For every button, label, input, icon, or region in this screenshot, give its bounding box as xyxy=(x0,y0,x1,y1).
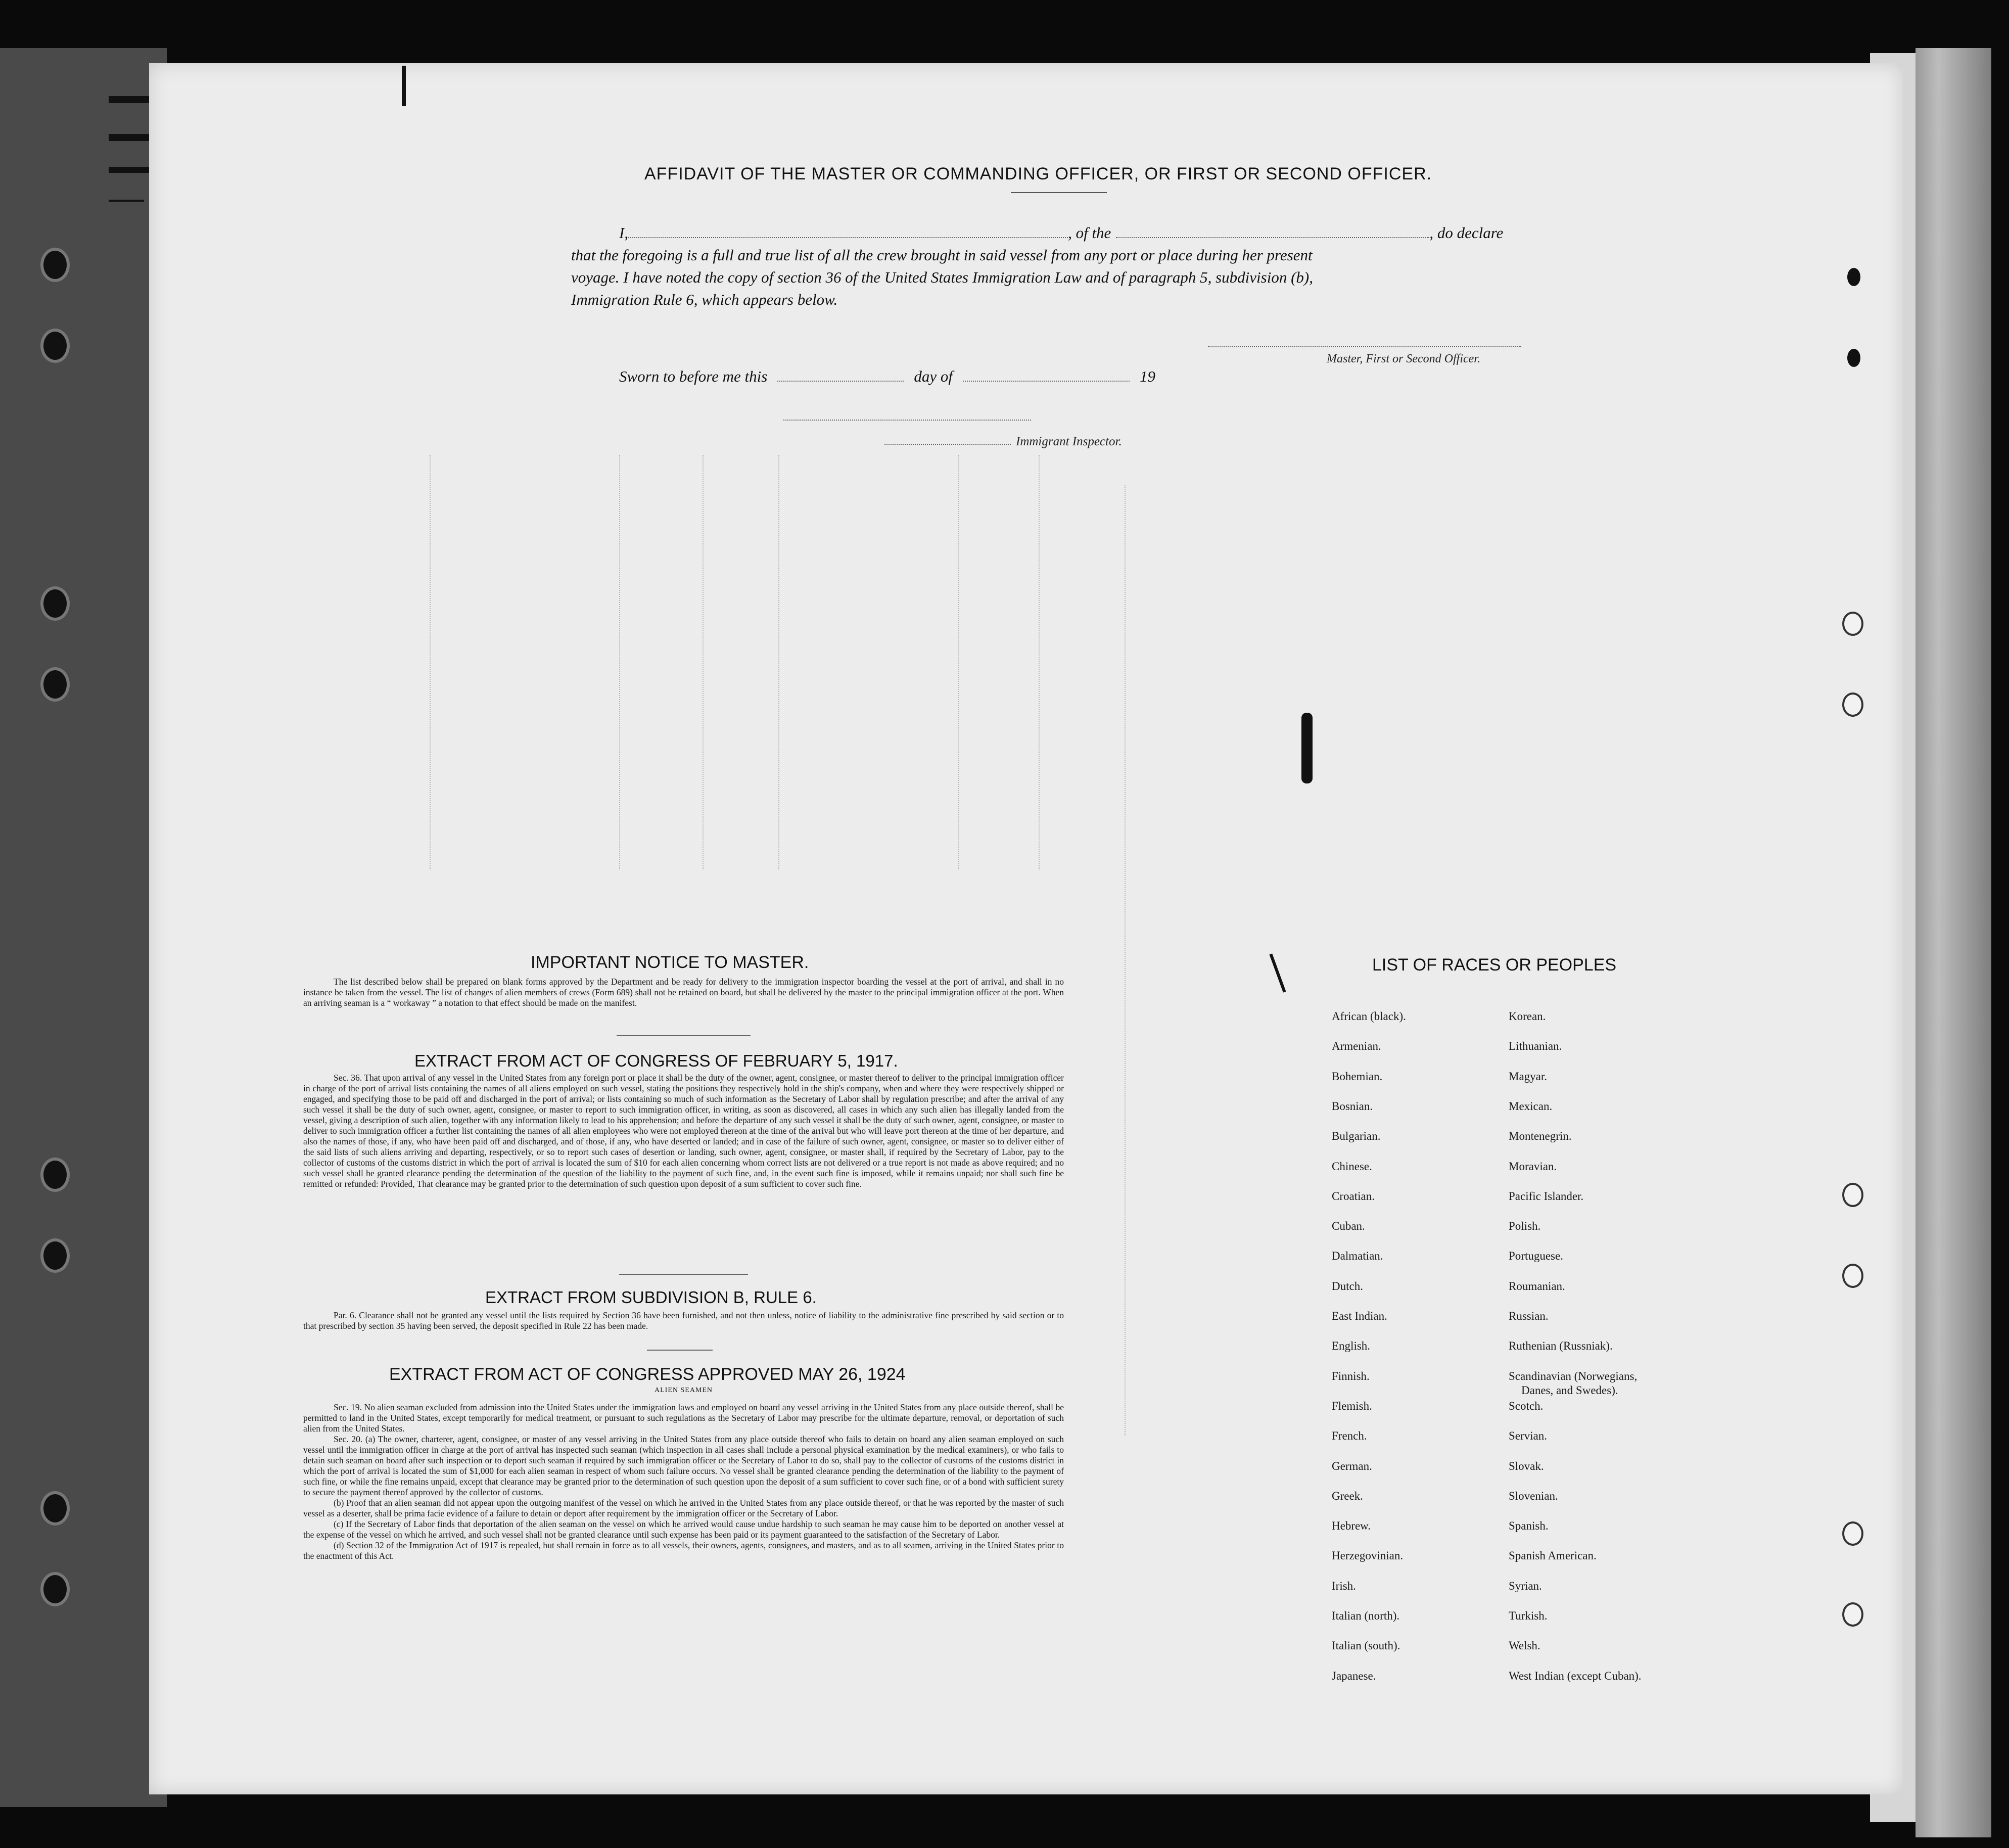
binder-hole xyxy=(1847,268,1860,286)
race-item: Pacific Islander. xyxy=(1509,1190,1584,1203)
inspector-line-top xyxy=(783,420,1031,421)
binder-hole-right xyxy=(1842,1602,1863,1627)
race-item: Slovak. xyxy=(1509,1460,1544,1472)
edge-scrap-mark xyxy=(109,96,149,103)
rule6-title: EXTRACT FROM SUBDIVISION B, RULE 6. xyxy=(485,1288,817,1307)
faint-column-line xyxy=(430,455,431,869)
binder-hole xyxy=(1847,349,1860,367)
race-item: Finnish. xyxy=(1332,1370,1370,1382)
race-item: Italian (south). xyxy=(1332,1639,1400,1652)
race-item: Servian. xyxy=(1509,1429,1548,1442)
binder-hole xyxy=(40,248,70,282)
affidavit-line-1 xyxy=(571,224,1503,242)
race-item: Scotch. xyxy=(1509,1400,1544,1412)
affidavit-line-3: voyage. I have noted the copy of section 36 of the United States Immigration Law and of paragraph 5, subdivision (b), xyxy=(571,268,1313,286)
edge-scrap-mark xyxy=(109,167,149,173)
inspector-caption: Immigrant Inspector. xyxy=(1016,435,1122,448)
faint-column-line xyxy=(958,455,959,869)
binder-hole xyxy=(40,586,70,621)
race-item: Danes, and Swedes). xyxy=(1521,1384,1618,1397)
sworn-day-blank[interactable] xyxy=(777,381,904,382)
binder-hole-right xyxy=(1842,1264,1863,1288)
race-item: Roumanian. xyxy=(1509,1280,1565,1292)
section-divider xyxy=(619,1274,748,1275)
ink-mark xyxy=(402,66,406,106)
notice-body: The list described below shall be prepared on blank forms approved by the Department and be ready for delivery to the immigration inspector boarding the vessel at the port of arrival, and shall in no instance be taken from the vessel. The list of changes of alien members of crews (Form 689) shall not be retained on board, but shall be delivered by the master to the principal immigration officer at the port. When an arriving seaman is a “ workaway ” a notation to that effect should be made on the manifest. xyxy=(303,977,1064,1008)
binder-hole-right xyxy=(1842,692,1863,717)
inspector-signature-line[interactable] xyxy=(884,444,1011,445)
sworn-month-blank[interactable] xyxy=(963,381,1130,382)
race-item: German. xyxy=(1332,1460,1372,1472)
race-item: Scandinavian (Norwegians, xyxy=(1509,1370,1638,1382)
name-blank[interactable] xyxy=(628,237,1068,238)
race-item: Dutch. xyxy=(1332,1280,1363,1292)
vessel-blank[interactable] xyxy=(1116,237,1429,238)
faint-column-line xyxy=(703,455,704,869)
race-item: East Indian. xyxy=(1332,1310,1387,1322)
race-item: Spanish American. xyxy=(1509,1549,1597,1562)
edge-scrap-mark xyxy=(109,200,144,202)
section-divider xyxy=(617,1035,751,1036)
race-item: Bosnian. xyxy=(1332,1100,1373,1113)
faint-column-line xyxy=(1039,455,1040,869)
sec-20b: (b) Proof that an alien seaman did not appear upon the outgoing manifest of the vessel on which he arrived in the United States from any place outside thereof, or that he was reported by the master of such vessel as a deserter, shall be prima facie evidence of a failure to detain or deport after requirement by the immigration officer or the Secretary of Labor. xyxy=(303,1498,1064,1518)
binder-hole xyxy=(40,329,70,363)
race-item: Lithuanian. xyxy=(1509,1040,1562,1052)
extract-1924-title: EXTRACT FROM ACT OF CONGRESS APPROVED MAY 26, 1924 xyxy=(389,1365,906,1384)
race-item: Montenegrin. xyxy=(1509,1130,1572,1142)
edge-scrap-mark xyxy=(109,134,149,141)
extract-1924-body xyxy=(303,1402,1064,1561)
race-item: Mexican. xyxy=(1509,1100,1553,1113)
affidavit-i: I, xyxy=(619,224,629,242)
race-item: Croatian. xyxy=(1332,1190,1375,1203)
binder-hole-right xyxy=(1842,1521,1863,1546)
race-item: Moravian. xyxy=(1509,1160,1557,1173)
race-item: Irish. xyxy=(1332,1580,1356,1592)
binder-hole-right xyxy=(1842,612,1863,636)
affidavit-line-2: that the foregoing is a full and true list of all the crew brought in said vessel from any port or place during her present xyxy=(571,246,1313,264)
race-item: Bohemian. xyxy=(1332,1070,1383,1083)
race-item: Spanish. xyxy=(1509,1519,1549,1532)
binder-hole xyxy=(40,1158,70,1192)
race-item: Welsh. xyxy=(1509,1639,1540,1652)
notice-title: IMPORTANT NOTICE TO MASTER. xyxy=(531,953,809,972)
race-item: Russian. xyxy=(1509,1310,1549,1322)
ink-smudge xyxy=(1301,713,1313,783)
race-item: Bulgarian. xyxy=(1332,1130,1381,1142)
affidavit-declare: , do declare xyxy=(1429,224,1504,242)
rule6-body: Par. 6. Clearance shall not be granted any vessel until the lists required by Section 36 have been furnished, and not then unless, notice of liability to the administrative fine prescribed by said section or to that prescribed by section 35 having been served, the deposit specified in Rule 22 has been made. xyxy=(303,1310,1064,1331)
sworn-year: 19 xyxy=(1139,367,1155,385)
signature-line[interactable] xyxy=(1208,346,1521,347)
race-item: West Indian (except Cuban). xyxy=(1509,1670,1642,1682)
race-item: Portuguese. xyxy=(1509,1250,1563,1262)
faint-column-line xyxy=(1125,485,1126,1436)
extract-1924-subtitle: ALIEN SEAMEN xyxy=(655,1387,713,1394)
race-item: English. xyxy=(1332,1339,1371,1352)
race-item: Ruthenian (Russniak). xyxy=(1509,1339,1613,1352)
race-item: Cuban. xyxy=(1332,1220,1365,1232)
affidavit-line-4: Immigration Rule 6, which appears below. xyxy=(571,291,838,308)
race-item: Turkish. xyxy=(1509,1609,1548,1622)
race-item: Magyar. xyxy=(1509,1070,1548,1083)
race-item: Japanese. xyxy=(1332,1670,1376,1682)
race-item: Italian (north). xyxy=(1332,1609,1400,1622)
binder-hole xyxy=(40,1491,70,1526)
faint-column-line xyxy=(619,455,620,869)
sworn-prefix: Sworn to before me this xyxy=(619,367,768,385)
extract-1917-body: Sec. 36. That upon arrival of any vessel in the United States from any foreign port or place it shall be the duty of the owner, agent, consignee, or master thereof to deliver to the principal immigration officer in charge of the port of arrival lists containing the names of all aliens employed on such vessel, stating the positions they respectively hold in the ship's company, when and where they were respectively shipped or engaged, and specifying those to be paid off and discharged in the port of arrival; or lists containing so much of such information as the Secretary of Labor shall by regulation prescribe; and after the arrival of any such vessel it shall be the duty of such owner, agent, consignee, or master to report to such immigration officer, in writing, as soon as discovered, all cases in which any such alien has illegally landed from the vessel, giving a description of such alien, together with any information likely to lead to his apprehension; and before the departure of any such vessel it shall be the duty of such owner, agent, consignee, or master to deliver to such immigration officer a further list containing the names of all alien employees who were not employed thereon at the time of the arrival but who will leave port thereon at the time of her departure, and also the names of those, if any, who have been paid off and discharged, and of those, if any, who have deserted or landed; and in case of the failure of such owner, agent, consignee, or master so to deliver either of the said lists of such aliens arriving and departing, respectively, or so to report such cases of desertion or landing, such owner, agent, consignee, or master shall, if required by the Secretary of Labor, pay to the collector of customs of the customs district in which the port of arrival is located the sum of $10 for each alien concerning whom correct lists are not delivered or a true report is not made as above required; and no such vessel shall be granted clearance pending the determination of the question of the liability to the payment of such fine, and, in the event such fine is imposed, while it remains unpaid; nor shall such fine be remitted or refunded: Provided, That clearance may be granted prior to the determination of such question upon deposit of a sum sufficient to cover such fine. xyxy=(303,1073,1064,1189)
faint-column-line xyxy=(778,455,779,869)
extract-1917-title: EXTRACT FROM ACT OF CONGRESS OF FEBRUARY 5, 1917. xyxy=(414,1051,898,1070)
race-item: Slovenian. xyxy=(1509,1490,1558,1502)
race-item: Greek. xyxy=(1332,1490,1363,1502)
signature-caption: Master, First or Second Officer. xyxy=(1327,352,1480,365)
race-item: Flemish. xyxy=(1332,1400,1372,1412)
race-item: Polish. xyxy=(1509,1220,1541,1232)
sec-20c: (c) If the Secretary of Labor finds that deportation of the alien seaman on the vessel on which he arrived would cause undue hardship to such seaman he may cause him to be deported on another vessel at the expense of the vessel on which he arrived, and such vessel shall not be granted clearance until such expense has been paid or its payment guaranteed to the satisfaction of the Secretary of Labor. xyxy=(303,1519,1064,1540)
sworn-day-of: day of xyxy=(914,367,953,385)
scan-right-edge xyxy=(1915,48,1991,1837)
sec-19: Sec. 19. No alien seaman excluded from admission into the United States under the immigration laws and employed on board any vessel arriving in the United States from any place outside thereof, shall be permitted to land in the United States, except temporarily for medical treatment, or pursuant to such regulations as the Secretary of Labor may prescribe for the ultimate departure, removal, or deportation of such alien from the United States. xyxy=(303,1402,1064,1434)
race-item: Herzegovinian. xyxy=(1332,1549,1404,1562)
race-item: Syrian. xyxy=(1509,1580,1542,1592)
binder-hole xyxy=(40,1572,70,1606)
binder-hole xyxy=(40,667,70,702)
affidavit-divider xyxy=(1011,192,1107,193)
race-item: Armenian. xyxy=(1332,1040,1381,1052)
section-divider xyxy=(647,1350,713,1351)
sec-20a: Sec. 20. (a) The owner, charterer, agent, consignee, or master of any vessel arriving in the United States from any place outside thereof who fails to detain on board any alien seaman employed on such vessel until the immigration officer in charge at the port of arrival has inspected such seaman (which inspection in all cases shall include a personal physical examination by the medical examiners), or who fails to detain such seaman on board after such inspection or to deport such seaman if required by such immigration officer or the Secretary of Labor to do so, shall pay to the collector of customs of the customs district in which the port of arrival is located the sum of $1,000 for each alien seaman in respect of whom such failure occurs. No vessel shall be granted clearance pending the determination of the liability to the payment of such fine, or while the fine remains unpaid, except that clearance may be granted prior to the determination of such question upon the deposit of a sum sufficient to cover such fine, or of a bond with sufficient surety to secure the payment thereof approved by the collector of customs. xyxy=(303,1434,1064,1497)
race-item: Korean. xyxy=(1509,1010,1546,1023)
race-item: African (black). xyxy=(1332,1010,1406,1023)
scan-left-edge xyxy=(0,48,167,1807)
race-item: Hebrew. xyxy=(1332,1519,1371,1532)
sworn-line xyxy=(619,367,1155,386)
race-item: French. xyxy=(1332,1429,1367,1442)
races-title: LIST OF RACES OR PEOPLES xyxy=(1372,955,1617,975)
race-item: Chinese. xyxy=(1332,1160,1372,1173)
binder-hole xyxy=(40,1238,70,1273)
binder-hole-right xyxy=(1842,1183,1863,1207)
affidavit-title: AFFIDAVIT OF THE MASTER OR COMMANDING OFFICER, OR FIRST OR SECOND OFFICER. xyxy=(644,164,1432,183)
affidavit-of-the: , of the xyxy=(1068,224,1111,242)
sec-20d: (d) Section 32 of the Immigration Act of 1917 is repealed, but shall remain in force as to all vessels, their owners, agents, consignees, and masters, and as to all seamen, arriving in the United States prior to the enactment of this Act. xyxy=(303,1540,1064,1561)
race-item: Dalmatian. xyxy=(1332,1250,1383,1262)
